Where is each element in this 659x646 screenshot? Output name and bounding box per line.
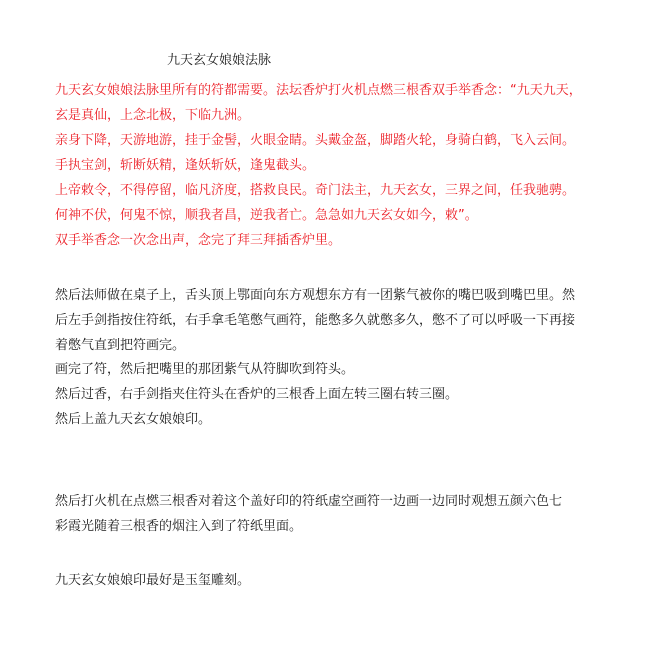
text-line: 双手举香念一次念出声，念完了拜三拜插香炉里。 — [55, 233, 342, 248]
text-line: 后左手剑指按住符纸，右手拿毛笔憋气画符，能憋多久就憋多久，憋不了可以呼吸一下再接 — [55, 313, 576, 328]
text-line: 玄是真仙，上念北极，下临九洲。 — [55, 108, 251, 123]
text-line: 九天玄女娘娘法脉里所有的符都需要。法坛香炉打火机点燃三根香双手举香念：“九天九天， — [55, 83, 582, 98]
text-line: 彩霞光随着三根香的烟注入到了符纸里面。 — [55, 519, 303, 534]
red-incantation-section — [55, 78, 615, 253]
text-line: 画完了符，然后把嘴里的那团紫气从符脚吹到符头。 — [55, 362, 355, 377]
text-line: 然后过香，右手剑指夹住符头在香炉的三根香上面左转三圈右转三圈。 — [55, 387, 459, 402]
text-line: 着憋气直到把符画完。 — [55, 338, 186, 353]
document-title: 九天玄女娘娘法脉 — [167, 53, 272, 68]
paragraph-2 — [55, 357, 615, 432]
text-line: 然后上盖九天玄女娘娘印。 — [55, 412, 212, 427]
text-line: 然后打火机在点燃三根香对着这个盖好印的符纸虚空画符一边画一边同时观想五颜六色七 — [55, 494, 563, 509]
paragraph-1 — [55, 283, 615, 358]
text-line: 手执宝剑，斩断妖精，逢妖斩妖，逢鬼截头。 — [55, 158, 316, 173]
paragraph-3 — [55, 489, 615, 539]
text-line: 九天玄女娘娘印最好是玉玺雕刻。 — [55, 573, 251, 588]
text-line: 何神不伏，何鬼不惊，顺我者昌，逆我者亡。急急如九天玄女如今，敕”。 — [55, 208, 478, 223]
text-line: 亲身下降，天游地游，挂于金髻，火眼金睛。头戴金盔，脚踏火轮，身骑白鹤，飞入云间。 — [55, 133, 576, 148]
text-line: 然后法师做在桌子上，舌头顶上鄂面向东方观想东方有一团紫气被你的嘴巴吸到嘴巴里。然 — [55, 288, 576, 303]
paragraph-4 — [55, 568, 615, 593]
text-line: 上帝敕令，不得停留，临凡济度，搭救良民。奇门法主，九天玄女，三界之间，任我驰骋。 — [55, 183, 576, 198]
